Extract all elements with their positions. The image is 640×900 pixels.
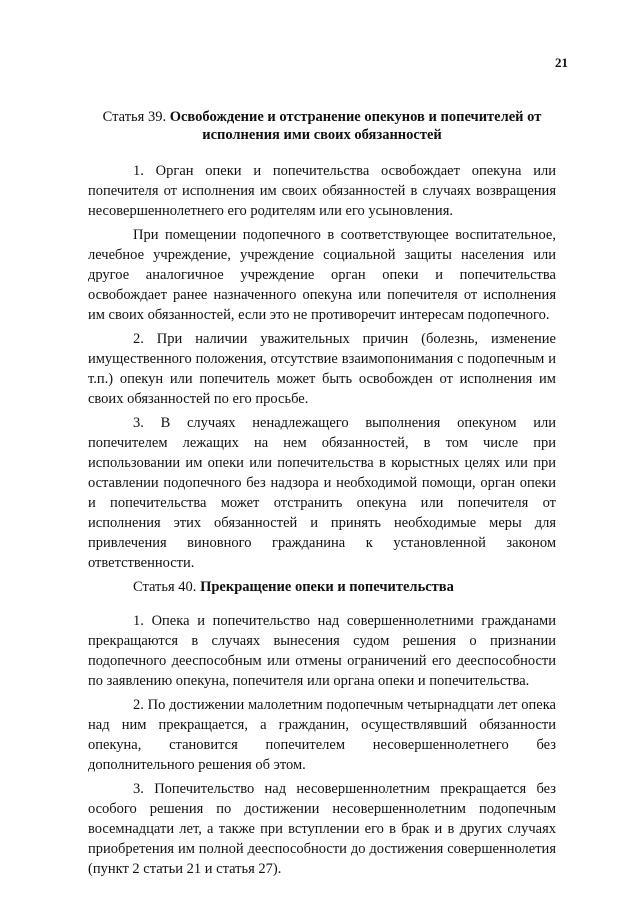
article-40-paragraph-1: 1. Опека и попечительство над совершеннолетними гражданами прекращаются в случаях вынесения судом решения о признании подопечного дееспособным или отмены ограничений его дееспособности по заявлению опекуна, попечителя или органа опеки и попечительства. <box>88 613 556 689</box>
article-40-paragraph-3: 3. Попечительство над несовершеннолетним прекращается без особого решения по достижении несовершеннолетним подопечным восемнадцати лет, а также при вступлении его в брак и в других случаях приобретения им полной дееспособности до достижения совершеннолетия (пункт 2 статьи 21 и статья 27). <box>88 781 556 877</box>
article-39-title: Освобождение и отстранение опекунов и попечителей от исполнения ими своих обязанностей <box>169 109 542 143</box>
article-39-paragraph-4: 3. В случаях ненадлежащего выполнения опекуном или попечителем лежащих на нем обязанностей, в том числе при использовании им опеки или попечительства в корыстных целях или при оставлении подопечного без надзора и необходимой помощи, орган опеки и попечительства может отстранить опекуна или попечителя от исполнения этих обязанностей и принять необходимые меры для привлечения виновного гражданина к установленной законом ответственности. <box>88 415 556 571</box>
article-40-paragraph-2: 2. По достижении малолетним подопечным четырнадцати лет опека над ним прекращается, а гражданин, осуществлявший обязанности опекуна, становится попечителем несовершеннолетнего без дополнительного решения об этом. <box>88 697 556 773</box>
article-39-heading <box>88 108 556 144</box>
article-39-paragraph-3: 2. При наличии уважительных причин (болезнь, изменение имущественного положения, отсутствие взаимопонимания с подопечным и т.п.) опекун или попечитель может быть освобожден от исполнения им своих обязанностей по его просьбе. <box>88 331 556 407</box>
article-39-number: Статья 39. <box>102 109 167 125</box>
article-39-paragraph-2: При помещении подопечного в соответствующее воспитательное, лечебное учреждение, учреждение социальной защиты населения или другое аналогичное учреждение орган опеки и попечительства освобождает ранее назначенного опекуна или попечителя от исполнения им своих обязанностей, если это не противоречит интересам подопечного. <box>88 227 556 323</box>
page-number: 21 <box>555 55 568 70</box>
document-body <box>88 108 556 883</box>
article-40-title: Прекращение опеки и попечительства <box>200 579 454 595</box>
article-39-paragraph-1: 1. Орган опеки и попечительства освобождает опекуна или попечителя от исполнения им своих обязанностей в случаях возвращения несовершеннолетнего его родителям или его усыновления. <box>88 163 556 219</box>
article-40-number: Статья 40. <box>133 579 197 595</box>
article-40-heading <box>88 578 556 596</box>
